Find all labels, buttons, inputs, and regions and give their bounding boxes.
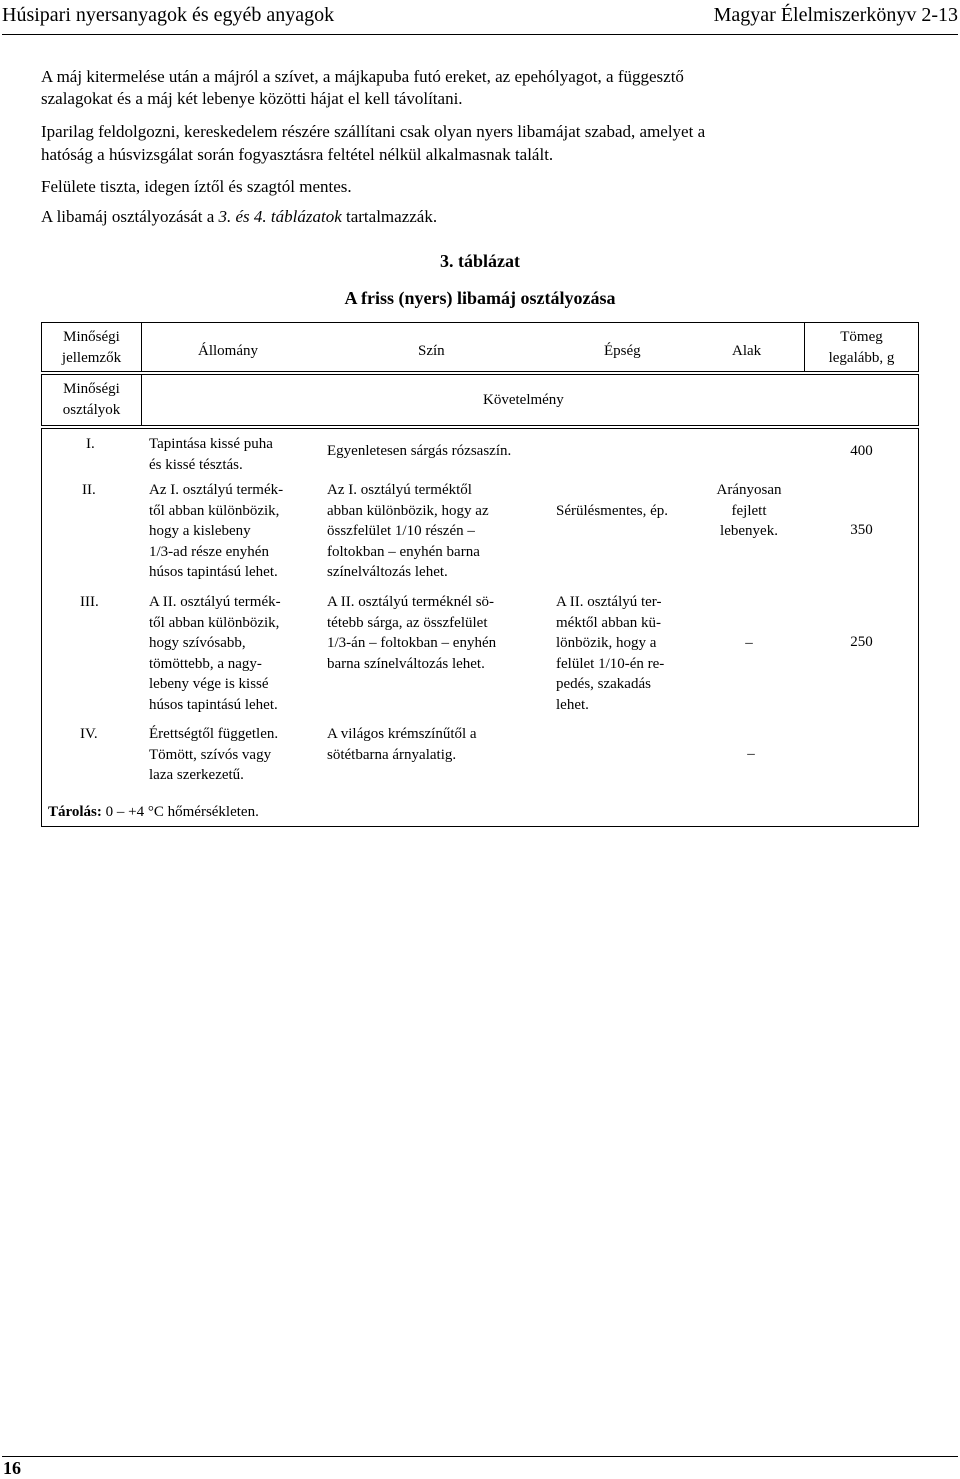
tomeg-cell-i: 400 xyxy=(850,443,873,459)
szin-cell-iii: A II. osztályú terméknél sö- tétebb sárga, az összfelület 1/3-án – foltokban – enyhén barna színelváltozás lehet. xyxy=(327,594,497,672)
head-allomany: Állomány xyxy=(198,343,258,359)
allomany-cell-iv: Érettségtől független. Tömött, szívós vagy laza szerkezetű. xyxy=(149,726,279,783)
header-rule xyxy=(2,34,958,35)
allomany-cell-i: Tapintása kissé puha és kissé tésztás. xyxy=(149,436,273,473)
page-number: 16 xyxy=(3,1458,21,1478)
paragraph-1-line-2: szalagokat és a máj két lebenye közötti hájat el kell távolítani. xyxy=(41,89,463,108)
head-tomeg-1: Tömeg xyxy=(840,329,883,345)
paragraph-2-line-2: hatóság a húsvizsgálat során fogyasztásra feltétel nélkül alkalmasnak talált. xyxy=(41,145,554,164)
alak-cell-iii: – xyxy=(745,635,753,651)
storage-note: Tárolás: 0 – +4 °C hőmérsékleten. xyxy=(48,804,259,820)
class-label: IV. xyxy=(80,726,98,742)
head-osztalyok-1: Minőségi xyxy=(63,381,120,397)
class-label: III. xyxy=(80,594,99,610)
alak-cell-i-ii: Arányosan fejlett lebenyek. xyxy=(716,482,782,539)
allomany-cell-iii: A II. osztályú termék- től abban különbözik, hogy szívósabb, tömöttebb, a nagy- lebeny vége is kissé húsos tapintású lehet. xyxy=(149,594,281,713)
head-tomeg-2: legalább, g xyxy=(828,350,895,366)
epseg-cell-i-ii: Sérülésmentes, ép. xyxy=(556,503,669,519)
footer-rule xyxy=(2,1456,958,1457)
tomeg-cell-iii: 250 xyxy=(850,634,873,650)
head-szin: Szín xyxy=(418,343,445,359)
epseg-cell-iii: A II. osztályú ter- méktől abban kü- lönbözik, hogy a felület 1/10-én re- pedés, szakadás lehet. xyxy=(556,594,665,713)
szin-cell-i: Egyenletesen sárgás rózsaszín. xyxy=(327,443,512,459)
head-jellemzok-2: jellemzők xyxy=(61,350,122,366)
table-reference: 3. és 4. táblázatok xyxy=(218,207,342,226)
table-title: A friss (nyers) libamáj osztályozása xyxy=(344,288,616,308)
head-alak: Alak xyxy=(732,343,762,359)
page-header xyxy=(0,0,960,36)
paragraph-2-line-1: Iparilag feldolgozni, kereskedelem részére szállítani csak olyan nyers libamájat szabad, amelyet a xyxy=(41,122,706,141)
head-osztalyok-2: osztályok xyxy=(62,402,121,418)
header-right: Magyar Élelmiszerkönyv 2-13 xyxy=(713,4,958,26)
header-left: Húsipari nyersanyagok és egyéb anyagok xyxy=(2,4,335,26)
szin-cell-ii: Az I. osztályú terméktől abban különbözik, hogy az összfelület 1/10 részén – foltokban – enyhén barna színelváltozás lehet. xyxy=(327,482,489,580)
head-epseg: Épség xyxy=(604,343,641,359)
paragraph-1-line-1: A máj kitermelése után a májról a szívet, a májkapuba futó ereket, az epehólyagot, a függesztő xyxy=(41,67,684,86)
head-kovetelmeny: Követelmény xyxy=(483,392,564,408)
table-number: 3. táblázat xyxy=(440,251,520,271)
szin-cell-iv: A világos krémszínűtől a sötétbarna árnyalatig. xyxy=(327,726,477,763)
epseg-alak-cell-iv: – xyxy=(747,746,755,762)
allomany-cell-ii: Az I. osztályú termék- től abban különbözik, hogy a kislebeny 1/3-ad része enyhén húsos tapintású lehet. xyxy=(149,482,284,580)
tomeg-cell-ii: 350 xyxy=(850,522,873,538)
storage-label: Tárolás: xyxy=(48,804,102,820)
paragraph-3: Felülete tiszta, idegen íztől és szagtól mentes. xyxy=(41,177,352,196)
class-label: II. xyxy=(82,482,96,498)
class-label: I. xyxy=(86,436,95,452)
paragraph-4: A libamáj osztályozását a 3. és 4. táblázatok tartalmazzák. xyxy=(41,207,438,226)
head-jellemzok-1: Minőségi xyxy=(63,329,120,345)
